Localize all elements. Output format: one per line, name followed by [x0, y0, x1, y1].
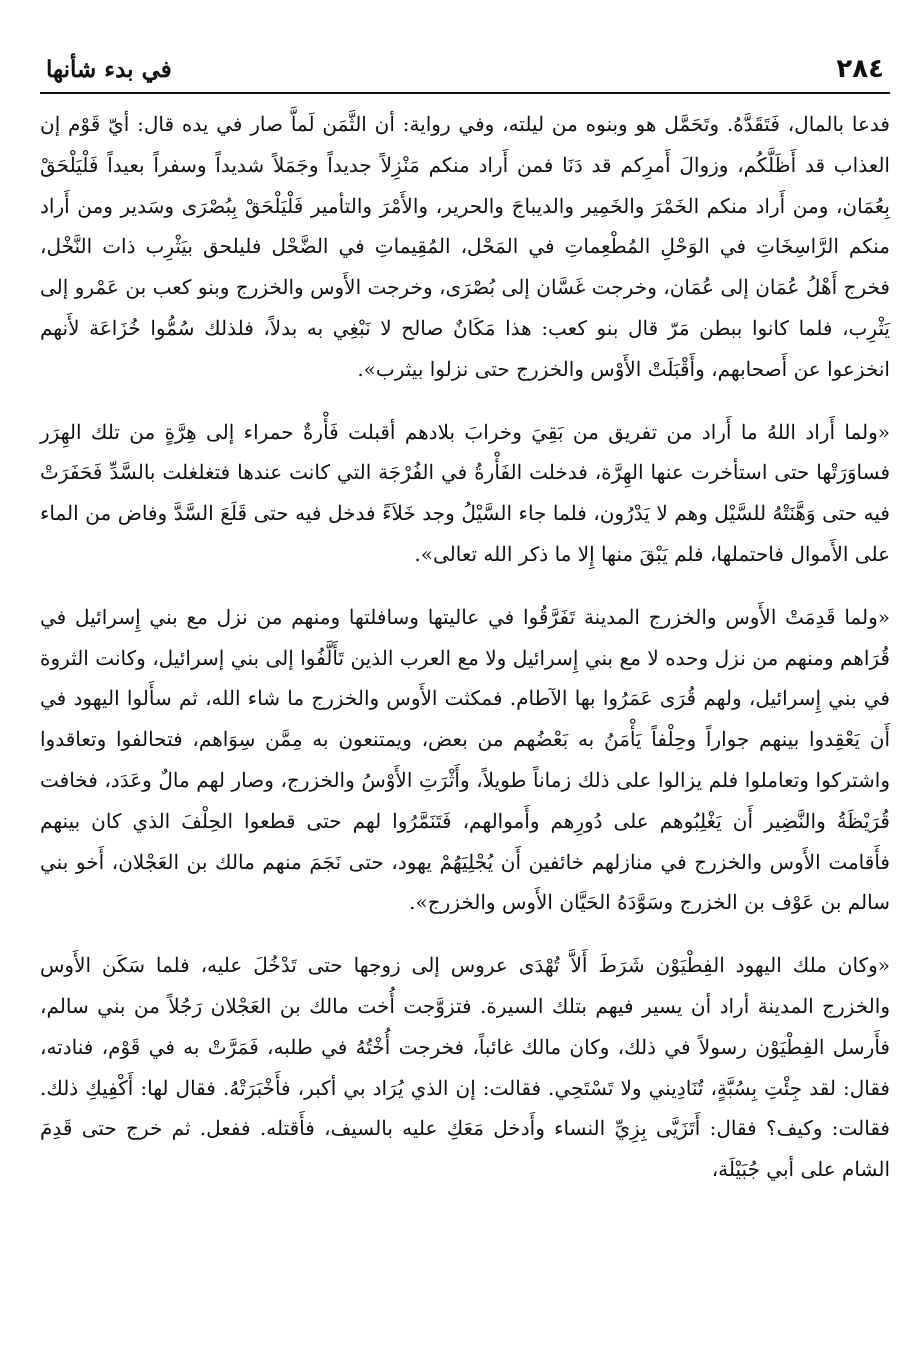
page-number: ٢٨٤ — [836, 54, 884, 84]
paragraph-4: «وكان ملك اليهود الفِطْيَوْن شَرَطَ أَلاَّ تُهْدَى عروس إلى زوجها حتى تَدْخُلَ عليه، فلما سَكَن الأَوس والخزرج المدينة أراد أن يسير فيهم بتلك السيرة. فتزوَّجت أُخت مالك بن العَجْلان رَجُلاً من بني سالم، فأَرسل الفِطْيَوْن رسولاً في ذلك، وكان مالك غائباً، فخرجت أُخْتُهُ في طلبه، فَمَرَّتْ به في قَوْم، فنادته، فقال: لقد جِئْتِ بِسُبَّةٍ، تُنَادِيني ولا تَسْتَحِي. فقالت: إن الذي يُرَاد بي أكبر، فأَخْبَرَتْهُ. فقال لها: أَكْفِيكِ ذلك. فقالت: وكيف؟ فقال: أَتَزَيَّى بِزِيِّ النساء وأَدخل مَعَكِ عليه بالسيف، فأَقتله. ففعل. ثم خرج حتى قَدِمَ الشام على أبي جُبَيْلَة، — [40, 953, 890, 1182]
paragraph-3: «ولما قَدِمَتْ الأَوس والخزرج المدينة تَفَرَّقُوا في عاليتها وسافلتها ومنهم من نزل مع بني إِسرائيل في قُرَاهم ومنهم من نزل وحده لا مع بني إِسرائيل ولا مع العرب الذين تَأَلَّفُوا إلى بني إسرائيل، وكانت الثروة في بني إِسرائيل، ولهم قُرَى عَمَرُوا بها الآطام. فمكثت الأَوس والخزرج ما شاء الله، ثم سأَلوا اليهود في أَن يَعْقِدوا بينهم جواراً وحِلْفاً يَأْمَنُ به بَعْضُهم من بعض، ويمتنعون به مِمَّن سِوَاهم، فتحالفوا وتعاقدوا واشتركوا وتعاملوا فلم يزالوا على ذلك زماناً طويلاً، وأَثْرَتِ الأَوْسُ والخزرج، وصار لهم مالٌ وعَدَد، فخافت قُرَيْظَةُ والنَّضِير أَن يَغْلِبُوهم على دُورِهم وأَموالهم، فَتَنَمَّرُوا لهم حتى قطعوا الحِلْفَ الذي كان بينهم فأَقامت الأَوس والخزرج في منازلهم خائفين أَن يُجْلِيَهُمْ يهود، حتى نَجَمَ منهم مالك بن العَجْلان، أَخو بني سالم بن عَوْف بن الخزرج وسَوَّدَهُ الحَيَّان الأَوس والخزرج». — [40, 604, 890, 915]
paragraph-1: فدعا بالمال، فَتَقَدَّهُ. وتَحَمَّل هو وبنوه من ليلته، وفي رواية: أن الثَّمَن لَماَّ صار في يده قال: أيّ قَوْم إن العذاب قد أَظَلَّكُم، وزوالَ أَمرِكم قد دَنَا فمن أَراد منكم مَنْزِلاً جديداً وجَمَلاً شديداً وسفراً بعيداً فَلْيَلْحَقْ بِعُمَان، ومن أَراد منكم الخَمْرَ والخَمِير والديباجَ والحرير، والأَمْرَ والتأمير فَلْيَلْحَقْ بِبُصْرَى وسَدير ومن أَراد منكم الرَّاسِخَاتِ في الوَحْلِ المُطْعِماتِ في المَحْل، المُقِيماتِ في الضَّحْل فليلحق بيَثْرِب ذات النَّخْل، فخرج أَهْلُ عُمَان إلى عُمَان، وخرجت غَسَّان إلى بُصْرَى، وخرجت الأَوس والخزرج وبنو كعب بن عَمْرو إلى يَثْرِب، فلما كانوا ببطن مَرّ قال بنو كعب: هذا مَكَانٌ صالح لا نَبْغِي به بدلاً، فلذلك سُمُّوا خُزَاعَة لأَنهم انخزعوا عن أَصحابهم، وأَقْبَلَتْ الأَوْس والخزرج حتى نزلوا بيثرب». — [40, 112, 890, 381]
body-text — [40, 104, 890, 1190]
running-title: في بدء شأنها — [46, 56, 172, 83]
paragraph-2: «ولما أَراد اللهُ ما أَراد من تفريق من بَقِيَ وخرابَ بلادهم أقبلت فَأْرةٌ حمراء إلى هِرَّةٍ من تلك الهِرَر فساوَرَتْها حتى استأخرت عنها الهِرَّة، فدخلت الفَأْرةُ في الفُرْجَة التي كانت عندها فتغلغلت بالسَّدِّ فَحَفَرَتْ فيه حتى وَهَّنَتْهُ للسَّيْل وهم لا يَدْرُون، فلما جاء السَّيْلُ وجد خَلاَءً فدخل فيه حتى قَلَعَ السَّدَّ وفاض من الماء على الأَموال فاحتملها، فلم يَبْقَ منها إِلا ما ذكر الله تعالى». — [40, 419, 890, 566]
page-header — [40, 52, 890, 94]
